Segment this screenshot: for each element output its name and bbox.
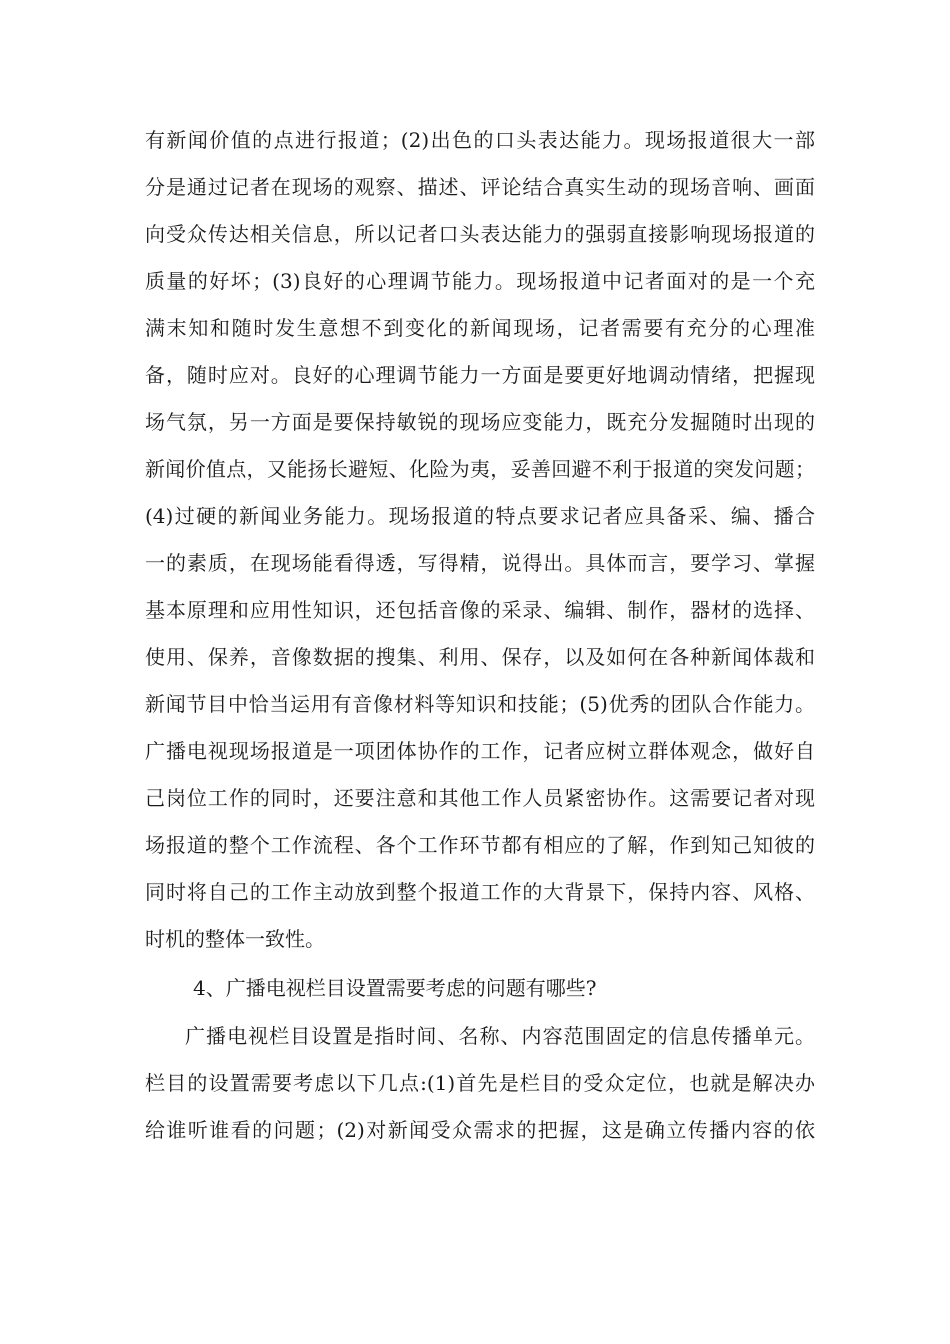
text-line: 有新闻价值的点进行报道；(2)出色的口头表达能力。现场报道很大一部 [145, 128, 815, 152]
text-line: 基本原理和应用性知识，还包括音像的采录、编辑、制作，器材的选择、 [145, 598, 815, 622]
text-line: 栏目的设置需要考虑以下几点:(1)首先是栏目的受众定位，也就是解决办 [145, 1071, 815, 1095]
text-line: 广播电视现场报道是一项团体协作的工作，记者应树立群体观念，做好自 [145, 739, 815, 763]
text-line: 使用、保养，音像数据的搜集、利用、保存，以及如何在各种新闻体裁和 [145, 645, 815, 669]
question-heading: 4、广播电视栏目设置需要考虑的问题有哪些? [193, 976, 597, 1000]
text-line: 备，随时应对。良好的心理调节能力一方面是要更好地调动情绪，把握现 [145, 363, 815, 387]
text-line: 场气氛，另一方面是要保持敏锐的现场应变能力，既充分发掘随时出现的 [145, 410, 815, 434]
text-line: 给谁听谁看的问题；(2)对新闻受众需求的把握，这是确立传播内容的依 [145, 1118, 815, 1142]
text-line: 分是通过记者在现场的观察、描述、评论结合真实生动的现场音响、画面 [145, 175, 815, 199]
text-line: 新闻节目中恰当运用有音像材料等知识和技能；(5)优秀的团队合作能力。 [145, 692, 815, 716]
text-line: 场报道的整个工作流程、各个工作环节都有相应的了解，作到知己知彼的 [145, 833, 815, 857]
text-line: 质量的好坏；(3)良好的心理调节能力。现场报道中记者面对的是一个充 [145, 269, 815, 293]
text-line: 新闻价值点，又能扬长避短、化险为夷，妥善回避不利于报道的突发问题； [145, 457, 815, 481]
text-line: 满末知和随时发生意想不到变化的新闻现场，记者需要有充分的心理准 [145, 316, 815, 340]
text-line: (4)过硬的新闻业务能力。现场报道的特点要求记者应具备采、编、播合 [145, 504, 815, 528]
text-line: 一的素质，在现场能看得透，写得精，说得出。具体而言，要学习、掌握 [145, 551, 815, 575]
text-line: 广播电视栏目设置是指时间、名称、内容范围固定的信息传播单元。 [185, 1024, 815, 1048]
text-line: 向受众传达相关信息，所以记者口头表达能力的强弱直接影响现场报道的 [145, 222, 815, 246]
text-line: 同时将自己的工作主动放到整个报道工作的大背景下，保持内容、风格、 [145, 880, 815, 904]
text-line: 己岗位工作的同时，还要注意和其他工作人员紧密协作。这需要记者对现 [145, 786, 815, 810]
text-line: 时机的整体一致性。 [145, 927, 325, 951]
document-body [145, 117, 815, 1154]
